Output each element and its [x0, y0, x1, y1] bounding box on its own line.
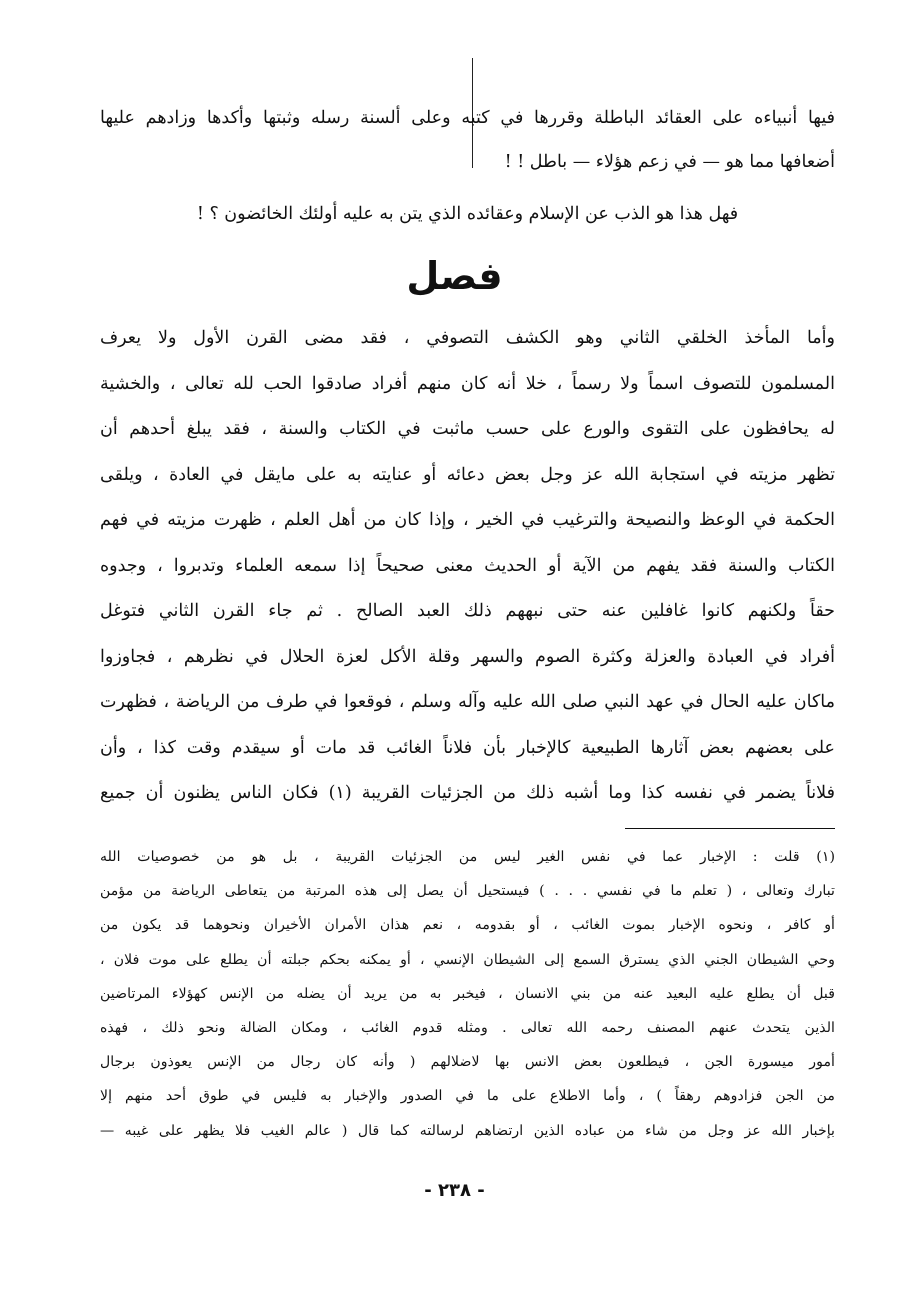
section-heading: فصل [406, 254, 503, 298]
footnote-line: أمور ميسورة الجن ، فيطلعون بعض الانس بها لاضلالهم ( وأنه كان رجال من الإنس يعوذون برجال [100, 1054, 835, 1071]
main-line: الكتاب والسنة فقد يفهم من الآية أو الحديث معنى صحيحاً إذا سمعه العلماء وتدبروا ، وجدوه [100, 555, 835, 576]
main-line: المسلمون للتصوف اسماً ولا رسماً ، خلا أنه كان منهم أفراد صادقوا الحب لله تعالى ، والخشية [100, 373, 835, 394]
footnote-line: بإخبار الله عز وجل من شاء من عباده الذين ارتضاهم لرسالته كما قال ( عالم الغيب فلا يظهر على غيبه — [100, 1122, 835, 1139]
footnote-line: (١) قلت : الإخبار عما في نفس الغير ليس من الجزئيات القريبة ، بل هو من خصوصيات الله [100, 849, 835, 865]
main-line: له يحافظون على التقوى والورع على حسب ماثبت في الكتاب والسنة ، فقد يبلغ أحدهم أن [100, 419, 835, 439]
intro-paragraph [100, 96, 835, 184]
main-line: تظهر مزيته في استجابة الله عز وجل بعض دعائه أو عنايته به على مايقل في العادة ، ويلقى [100, 464, 835, 485]
footnote-line: أو كافر ، ونحوه الإخبار بموت الغائب ، أو بقدومه ، نعم هذان الأمران الأخيران ونحوهما قد يكون من [100, 917, 835, 934]
footnote [100, 840, 835, 1148]
main-line: على بعضهم بعض آثارها الطبيعية كالإخبار بأن فلاناً الغائب قد مات أو سيقدم وقت كذا ، وأن [100, 737, 835, 758]
footnote-separator [625, 828, 835, 829]
main-line: وأما المأخذ الخلقي الثاني وهو الكشف التصوفي ، فقد مضى القرن الأول ولا يعرف [100, 328, 835, 348]
intro-line: فيها أنبياءه على العقائد الباطلة وقررها في كتبه وعلى ألسنة رسله وثبتها وأكدها وزادهم عليها [100, 108, 835, 128]
rhetorical-question: فهل هذا هو الذب عن الإسلام وعقائده الذي يتن به عليه أولئك الخائضون ؟ ! [196, 204, 739, 224]
main-line: فلاناً يضمر في نفسه كذا وما أشبه ذلك من الجزئيات القريبة (١) فكان الناس يظنون أن جميع [100, 783, 835, 803]
footnote-line: تبارك وتعالى ، ( تعلم ما في نفسي . . . ) فيستحيل أن يصل إلى هذه المرتبة من يتعاطى الرياضة من مؤمن [100, 883, 835, 900]
main-line: الحكمة في الوعظ والنصيحة والترغيب في الخير ، وإذا كان من أهل العلم ، ظهرت مزيته في فهم [100, 510, 835, 530]
intro-line: أضعافها مما هو — في زعم هؤلاء — باطل ! ! [504, 152, 835, 172]
main-line: ماكان عليه الحال في عهد النبي صلى الله عليه وآله وسلم ، فوقعوا في طرف من الرياضة ، فظهرت [100, 692, 835, 712]
main-paragraph [100, 316, 835, 817]
footnote-line: الذين يتحدث عنهم المصنف رحمه الله تعالى . ومثله قدوم الغائب ، ومكان الضالة ونحو ذلك ، فهذه [100, 1019, 835, 1036]
main-line: أفراد في العبادة والعزلة وكثرة الصوم والسهر وقلة الأكل لعزة الحلال في نظرهم ، فجاوزوا [100, 646, 835, 667]
footnote-line: وحي الشيطان الجني الذي يسترق السمع إلى الشيطان الإنسي ، أو يمكنه بحكم جبلته أن يطلع على موت فلان ، [100, 951, 835, 968]
footnote-line: قبل أن يطلع عليه البعيد عنه من بني الانسان ، فيخبر به من يريد أن يضله من الإنس كهؤلاء المرتاضين [100, 985, 835, 1002]
footnote-line: من الجن فزادوهم رهقاً ) ، وأما الاطلاع على ما في الصدور والإخبار به فليس في طوق أحد منهم إلا [100, 1088, 835, 1105]
page-number: - ٢٣٨ - [424, 1180, 485, 1201]
main-line: حقاً ولكنهم كانوا غافلين عنه حتى نبههم ذلك العبد الصالح . ثم جاء القرن الثاني فتوغل [100, 601, 835, 621]
